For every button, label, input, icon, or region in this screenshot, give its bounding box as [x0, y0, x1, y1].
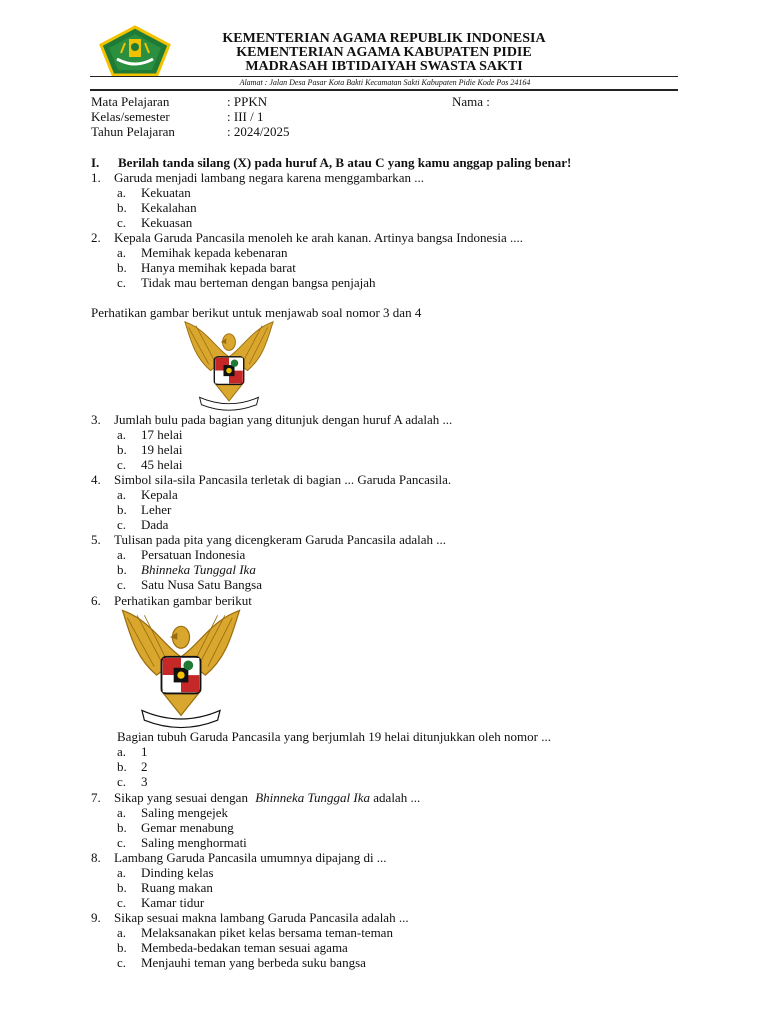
- option-4a[interactable]: [117, 487, 178, 502]
- option-letter: b.: [117, 562, 127, 577]
- question-number: 4.: [91, 472, 101, 487]
- option-letter: a.: [117, 865, 127, 880]
- option-7b[interactable]: [117, 820, 234, 835]
- option-letter: a.: [117, 547, 127, 562]
- option-2b[interactable]: [117, 260, 296, 275]
- option-letter: c.: [117, 577, 127, 592]
- option-letter: b.: [117, 260, 127, 275]
- question-text: Sikap sesuai makna lambang Garuda Pancasila adalah ...: [114, 910, 409, 925]
- option-text: Kepala: [141, 487, 178, 502]
- option-text: Dinding kelas: [141, 865, 214, 880]
- option-letter: a.: [117, 487, 127, 502]
- option-text: Kamar tidur: [141, 895, 205, 910]
- option-text: Gemar menabung: [141, 820, 234, 835]
- question-text: Lambang Garuda Pancasila umumnya dipajang di ...: [114, 850, 387, 865]
- class-label: Kelas/semester: [91, 109, 170, 124]
- option-letter: b.: [117, 502, 127, 517]
- header-rule-bottom: [90, 89, 678, 91]
- option-text: Memihak kepada kebenaran: [141, 245, 288, 260]
- garuda-pancasila-image-1: [180, 320, 278, 412]
- question-4: [91, 472, 451, 487]
- option-text: Leher: [141, 502, 172, 517]
- option-text: 2: [141, 759, 148, 774]
- option-text: 19 helai: [141, 442, 183, 457]
- option-5c[interactable]: [117, 577, 262, 592]
- option-letter: c.: [117, 955, 127, 970]
- option-text: Membeda-bedakan teman sesuai agama: [141, 940, 348, 955]
- year-label: Tahun Pelajaran: [91, 124, 175, 139]
- option-6b[interactable]: [117, 759, 148, 774]
- option-9c[interactable]: [117, 955, 366, 970]
- option-1c[interactable]: [117, 215, 192, 230]
- question-8: [91, 850, 387, 865]
- option-text: 45 helai: [141, 457, 183, 472]
- option-2a[interactable]: [117, 245, 288, 260]
- option-4c[interactable]: [117, 517, 168, 532]
- option-letter: a.: [117, 805, 127, 820]
- option-3a[interactable]: [117, 427, 183, 442]
- header-line-1: KEMENTERIAN AGAMA REPUBLIK INDONESIA: [222, 31, 546, 46]
- option-letter: b.: [117, 880, 127, 895]
- question-3: [91, 412, 452, 427]
- question-2: [91, 230, 523, 245]
- header-line-2: KEMENTERIAN AGAMA KABUPATEN PIDIE: [236, 45, 532, 60]
- option-letter: b.: [117, 820, 127, 835]
- instruction-text: Berilah tanda silang (X) pada huruf A, B atau C yang kamu anggap paling benar!: [118, 155, 572, 170]
- question-text: Jumlah bulu pada bagian yang ditunjuk dengan huruf A adalah ...: [114, 412, 453, 427]
- option-9a[interactable]: [117, 925, 393, 940]
- subject-value: : PPKN: [227, 94, 268, 109]
- option-letter: a.: [117, 925, 127, 940]
- option-text: Melaksanakan piket kelas bersama teman-teman: [141, 925, 393, 940]
- option-3c[interactable]: [117, 457, 183, 472]
- subject-label: Mata Pelajaran: [91, 94, 170, 109]
- option-letter: c.: [117, 774, 127, 789]
- garuda-pancasila-image-2: [116, 608, 246, 730]
- question-text: Kepala Garuda Pancasila menoleh ke arah kanan. Artinya bangsa Indonesia ....: [114, 230, 523, 245]
- header-address: Alamat : Jalan Desa Pasar Kota Bakti Kecamatan Sakti Kabupaten Pidie Kode Pos 24164: [239, 78, 531, 87]
- question-number: 2.: [91, 230, 101, 245]
- option-8c[interactable]: [117, 895, 204, 910]
- question-6-sub: Bagian tubuh Garuda Pancasila yang berjumlah 19 helai ditunjukkan oleh nomor ...: [117, 729, 551, 744]
- option-text: Kekalahan: [141, 200, 197, 215]
- option-text: Hanya memihak kepada barat: [141, 260, 296, 275]
- option-1b[interactable]: [117, 200, 197, 215]
- option-letter: c.: [117, 517, 127, 532]
- option-text: Bhinneka Tunggal Ika: [141, 562, 256, 577]
- option-text: 17 helai: [141, 427, 183, 442]
- option-letter: c.: [117, 457, 127, 472]
- question-number: 5.: [91, 532, 101, 547]
- question-1: [91, 170, 424, 185]
- option-letter: a.: [117, 185, 127, 200]
- option-letter: c.: [117, 895, 127, 910]
- option-text: 1: [141, 744, 148, 759]
- option-text: Kekuatan: [141, 185, 191, 200]
- option-letter: a.: [117, 427, 127, 442]
- question-number: 7.: [91, 790, 101, 805]
- question-9: [91, 910, 409, 925]
- option-text: Persatuan Indonesia: [141, 547, 246, 562]
- option-letter: b.: [117, 759, 127, 774]
- option-text: 3: [141, 774, 148, 789]
- option-text: Saling menghormati: [141, 835, 247, 850]
- year-value: : 2024/2025: [227, 124, 290, 139]
- option-9b[interactable]: [117, 940, 348, 955]
- option-8a[interactable]: [117, 865, 214, 880]
- option-text: Ruang makan: [141, 880, 213, 895]
- option-text: Kekuasan: [141, 215, 193, 230]
- option-letter: c.: [117, 215, 127, 230]
- option-6a[interactable]: [117, 744, 148, 759]
- option-text: Saling mengejek: [141, 805, 229, 820]
- option-3b[interactable]: [117, 442, 183, 457]
- question-number: 3.: [91, 412, 101, 427]
- question-number: 8.: [91, 850, 101, 865]
- option-letter: b.: [117, 940, 127, 955]
- question-text: Garuda menjadi lambang negara karena menggambarkan ...: [114, 170, 425, 185]
- header-line-3: MADRASAH IBTIDAIYAH SWASTA SAKTI: [245, 59, 523, 74]
- option-4b[interactable]: [117, 502, 171, 517]
- option-text: Tidak mau berteman dengan bangsa penjajah: [141, 275, 376, 290]
- question-7: [91, 790, 420, 805]
- option-letter: c.: [117, 835, 127, 850]
- option-letter: b.: [117, 442, 127, 457]
- question-text: Simbol sila-sila Pancasila terletak di bagian ... Garuda Pancasila.: [114, 472, 452, 487]
- section-instruction: [91, 155, 571, 170]
- question-text: Tulisan pada pita yang dicengkeram Garuda Pancasila adalah ...: [114, 532, 446, 547]
- image-note: Perhatikan gambar berikut untuk menjawab soal nomor 3 dan 4: [91, 305, 422, 320]
- question-text: Perhatikan gambar berikut: [114, 593, 252, 608]
- question-number: 6.: [91, 593, 101, 608]
- option-text: Satu Nusa Satu Bangsa: [141, 577, 262, 592]
- option-1a[interactable]: [117, 185, 191, 200]
- option-letter: a.: [117, 245, 127, 260]
- option-letter: b.: [117, 200, 127, 215]
- option-2c[interactable]: [117, 275, 376, 290]
- option-7c[interactable]: [117, 835, 247, 850]
- option-letter: c.: [117, 275, 127, 290]
- question-5: [91, 532, 446, 547]
- question-text-post: adalah ...: [370, 790, 421, 805]
- option-8b[interactable]: [117, 880, 213, 895]
- question-text-pre: Sikap yang sesuai dengan: [114, 790, 252, 805]
- class-value: : III / 1: [227, 109, 264, 124]
- question-6: [91, 593, 252, 608]
- question-text-italic: Bhinneka Tunggal Ika: [255, 790, 371, 805]
- option-5a[interactable]: [117, 547, 245, 562]
- option-letter: a.: [117, 744, 127, 759]
- option-text: Dada: [141, 517, 169, 532]
- section-number: I.: [91, 155, 100, 170]
- question-number: 1.: [91, 170, 101, 185]
- option-7a[interactable]: [117, 805, 228, 820]
- option-5b[interactable]: [117, 562, 256, 577]
- question-number: 9.: [91, 910, 101, 925]
- name-label: Nama :: [452, 94, 490, 109]
- option-text: Menjauhi teman yang berbeda suku bangsa: [141, 955, 366, 970]
- header-rule-top: [90, 76, 678, 77]
- option-6c[interactable]: [117, 774, 148, 789]
